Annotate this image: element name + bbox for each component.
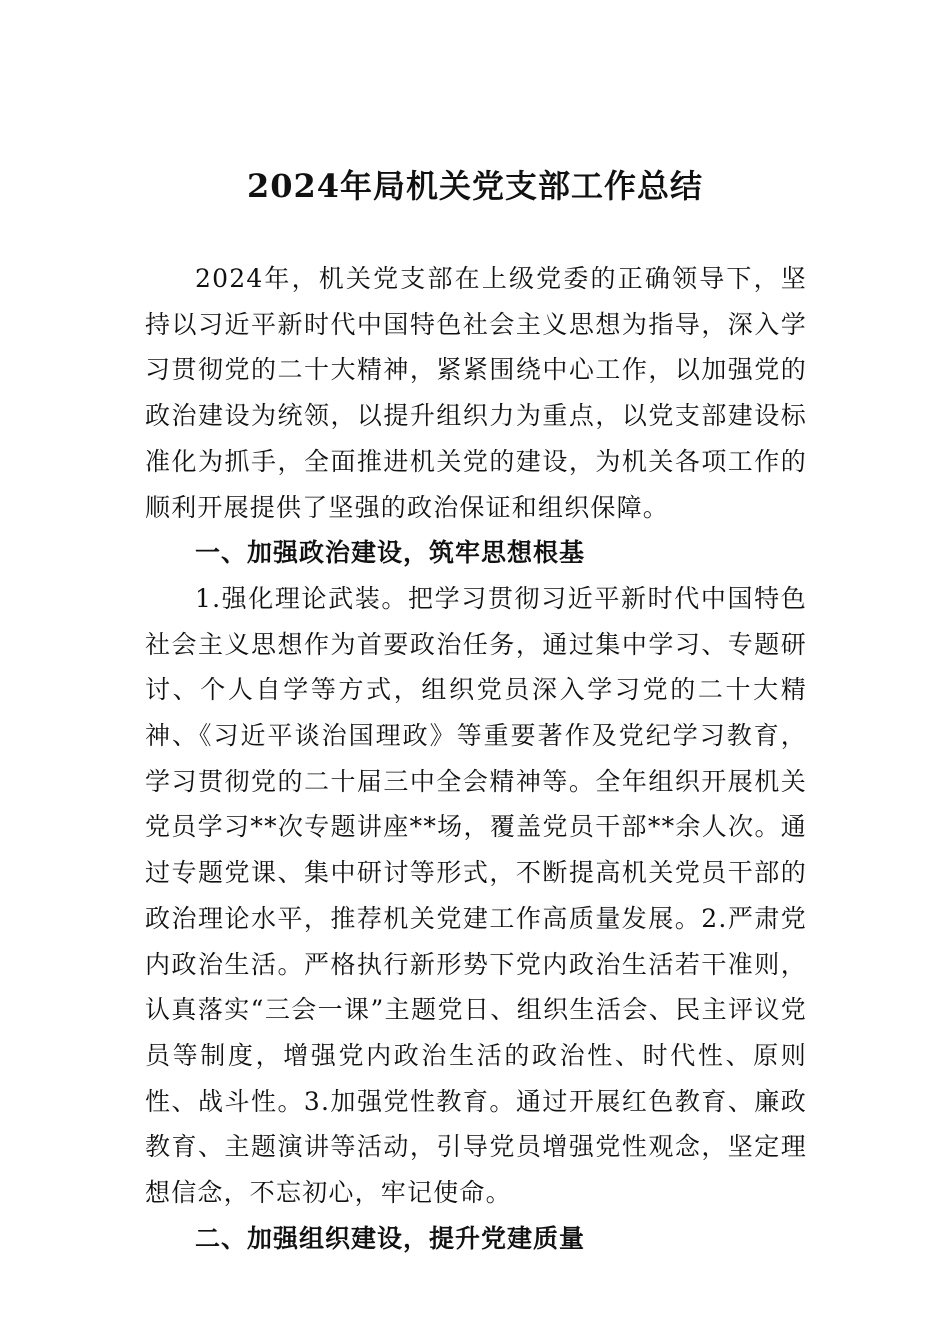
section-heading-2: 二、加强组织建设，提升党建质量 [195,1223,586,1253]
intro-paragraph: 2024年，机关党支部在上级党委的正确领导下，坚持以习近平新时代中国特色社会主义思想为指导，深入学习贯彻党的二十大精神，紧紧围绕中心工作，以加强党的政治建设为统领，以提升组织力为重点，以党支部建设标准化为抓手，全面推进机关党的建设，为机关各项工作的顺利开展提供了坚强的政治保证和组织保障。 [145,264,807,522]
section-body-1: 1.强化理论武装。把学习贯彻习近平新时代中国特色社会主义思想作为首要政治任务，通过集中学习、专题研讨、个人自学等方式，组织党员深入学习党的二十大精神、《习近平谈治国理政》等重要著作及党纪学习教育，学习贯彻党的二十届三中全会精神等。全年组织开展机关党员学习**次专题讲座**场，覆盖党员干部**余人次。通过专题党课、集中研讨等形式，不断提高机关党员干部的政治理论水平，推荐机关党建工作高质量发展。2.严肃党内政治生活。严格执行新形势下党内政治生活若干准则，认真落实“三会一课”主题党日、组织生活会、民主评议党员等制度，增强党内政治生活的政治性、时代性、原则性、战斗性。3.加强党性教育。通过开展红色教育、廉政教育、主题演讲等活动，引导党员增强党性观念，坚定理想信念，不忘初心，牢记使命。 [145,583,807,1208]
document-body [145,256,807,1261]
section-heading-1: 一、加强政治建设，筑牢思想根基 [195,538,586,568]
document-title: 2024年局机关党支部工作总结 [246,167,704,205]
